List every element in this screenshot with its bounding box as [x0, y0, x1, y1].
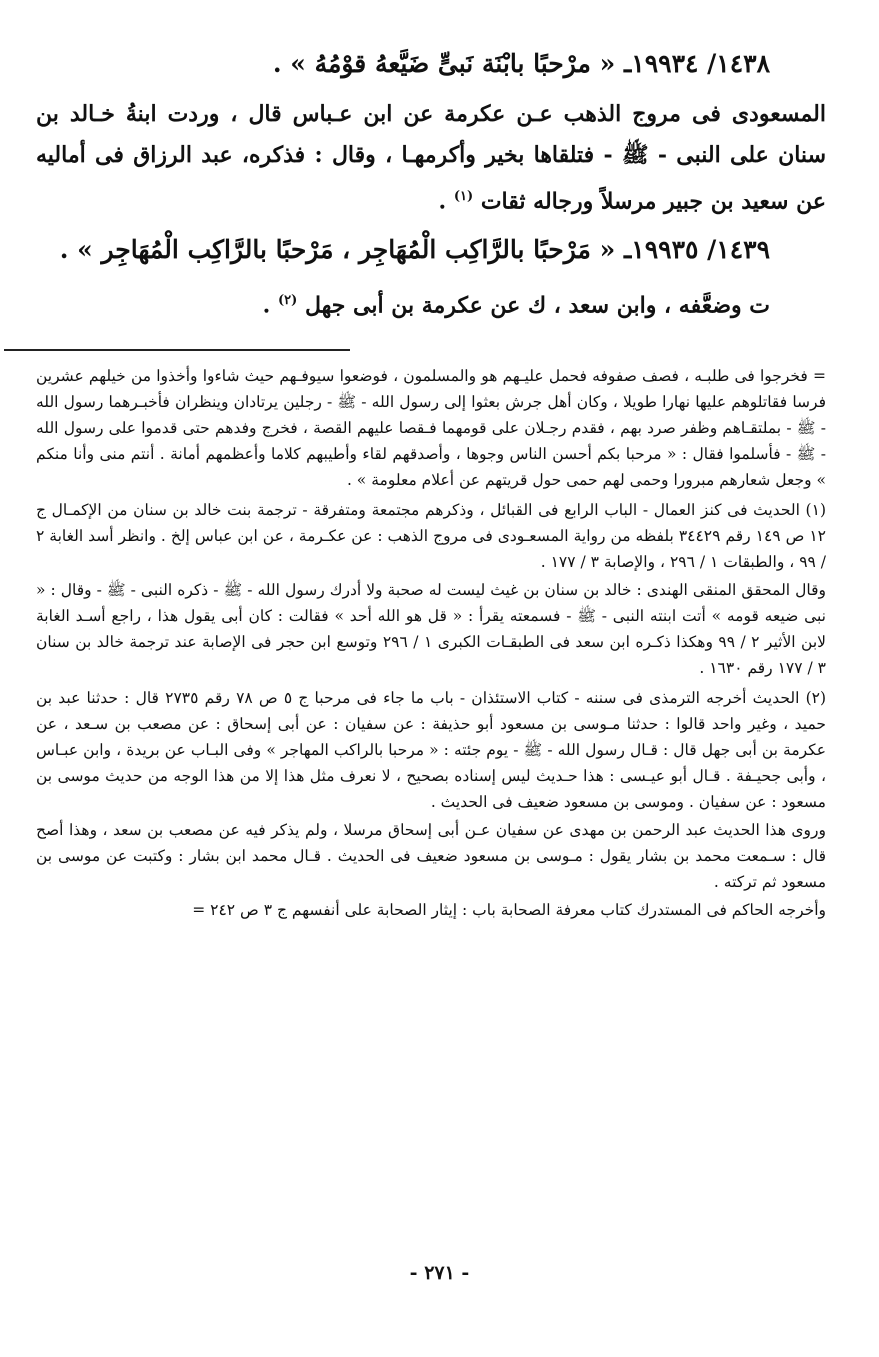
footnote-1-paragraph: وقال المحقق المنقى الهندى : خالد بن سنان بن غيث ليست له صحبة ولا أدرك رسول الله - ﷺ - ذكره النبى - ﷺ - وقال : « نبى ضيعه قومه » أتت ابنته النبى - ﷺ - فسمعته يقرأ : « قل هو الله أحد » فقالت : كان أبى يقول هذا ، راجع أسـد الغابة لابن الأثير ٢ / ٩٩ وهكذا ذكـره ابن سعد فى الطبقـات الكبرى ١ / ٢٩٦ وتوسع ابن حجر فى الإصابة عند ترجمة خالد بن سنان ٣ / ١٧٧ رقم ١٦٣٠ .	[36, 580, 826, 677]
entry-1438	[36, 44, 826, 222]
footnote-2: (٢) الحديث أخرجه الترمذى فى سننه - كتاب الاستئذان - باب ما جاء فى مرحبا ج ٥ ص ٧٨ رقم ٢٧٣٥ قال : حدثنا عبد بن حميد ، وغير واحد قالوا : حدثنا مـوسى بن مسعود أبو حذيفة : عن سفيان : عن أبى إسحاق : عن مصعب بن سـعد ، عن عكرمة بن أبى جهل قال : قـال رسول الله - ﷺ - يوم جئته : « مرحبا بالراكب المهاجر » وفى البـاب عن بريدة ، وابن عبـاس ، وأبى جحيـفة . قـال أبو عيـسى : هذا حـديث ليس إسناده بصحيح ، لا نعرف مثل هذا إلا من هذا الوجه من حديث موسى بن مسعود : عن سفيان . وموسى بن مسعود ضعيف فى الحديث .	[36, 688, 827, 811]
footnote-divider	[4, 349, 350, 351]
footnote-2-paragraph: وروى هذا الحديث عبد الرحمن بن مهدى عن سفيان عـن أبى إسحاق مرسلا ، ولم يذكر فيه عن مصعب بن سعد ، وهذا أصح قال : سـمعت محمد بن بشار يقول : مـوسى بن مسعود ضعيف فى الحديث . قـال محمد ابن بشار : وكتبت عن موسى بن مسعود ثم تركته .	[36, 820, 826, 891]
footnote-1: (١) الحديث فى كنز العمال - الباب الرابع فى القبائل ، وذكرهم مجتمعة ومتفرقة - ترجمة بنت خالد بن سنان من الإكمـال ج ١٢ ص ١٤٩ رقم ٣٤٤٢٩ بلفظه من رواية المسعـودى فى مروج الذهب : عن عكـرمة ، عن ابن عباس إلخ . وانظر أسد الغابة ٢ / ٩٩ ، والطبقات ١ / ٢٩٦ ، والإصابة ٣ / ١٧٧ .	[36, 500, 826, 571]
entry-heading: ١٤٣٩/ ١٩٩٣٥ـ « مَرْحبًا بالرَّاكِب الْمُهَاجِر ، مَرْحبًا بالرَّاكِب الْمُهَاجِر » .	[59, 235, 770, 265]
entry-source-text: ت وضعَّفه ، وابن سعد ، ك عن عكرمة بن أبى جهل $^{(٢)}$ .	[262, 292, 770, 319]
footnote-ref[interactable]: (٢)	[277, 293, 298, 309]
page-content	[36, 44, 826, 923]
entry-source-text: المسعودى فى مروج الذهب عـن عكرمة عن ابن عـباس قال ، وردت ابنةُ خـالد بن سنان على النبى - ﷺ - فتلقاها بخير وأكرمهـا ، وقال : فذكره، عبد الرزاق فى أماليه عن سعيد بن جبير مرسلاً ورجاله ثقات $^{(١)}$ .	[36, 101, 826, 215]
footnote-ref[interactable]: (١)	[453, 189, 474, 204]
entry-source-body: ت وضعَّفه ، وابن سعد ، ك عن عكرمة بن أبى جهل	[304, 292, 770, 319]
page-number: - ٢٧١ -	[409, 1262, 470, 1284]
footnote-continuation: = فخرجوا فى طلبـه ، فصف صفوفه فحمل عليـهم هو والمسلمون ، فوضعوا سيوفـهم حيث شاءوا وأخذوا من خيلهم عشرين فرسا فقاتلوهم عليها نهارا طويلا ، وكان أهل جرش بعثوا إلى رسول الله - ﷺ - رجلين يرتادان وينظران فأخبـرهما رسول الله - ﷺ - بملتقـاهم وظفر صرد بهم ، فقدم رجـلان على قومهما فـقصا عليهم القصة ، فخرج وفدهم حتى قدموا على رسول الله - ﷺ - فأسلموا فقال : « مرحبا بكم أحسن الناس وجوها ، وأصدقهم لقاء وأطيبهم كلاما وأعظمهم أمانة . أنتم منى وأنا منكم » وجعل شعارهم مبرورا وحمى لهم حمى حول قريتهم عن أعلام معلومة » .	[36, 366, 826, 489]
entry-heading: ١٤٣٨/ ١٩٩٣٤ـ « مرْحبًا بابْنَة نَبىٍّ ضَيَّعهُ قوْمُهُ » .	[272, 49, 770, 78]
entry-1439	[36, 230, 826, 326]
footnote-2-paragraph: وأخرجه الحاكم فى المستدرك كتاب معرفة الصحابة باب : إيثار الصحابة على أنفسهم ج ٣ ص ٢٤٢ =	[192, 900, 826, 919]
entry-source-body: المسعودى فى مروج الذهب عـن عكرمة عن ابن عـباس قال ، وردت ابنةُ خـالد بن سنان على النبى - ﷺ - فتلقاها بخير وأكرمهـا ، وقال : فذكره، عبد الرزاق فى أماليه عن سعيد بن جبير مرسلاً ورجاله ثقات	[36, 101, 826, 215]
footnotes	[36, 363, 826, 923]
